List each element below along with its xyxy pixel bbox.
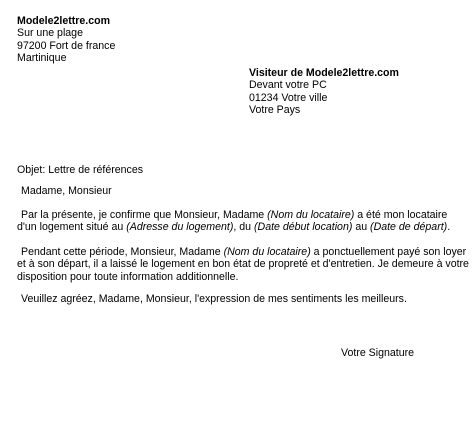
- recipient-name: Visiteur de Modele2lettre.com: [249, 67, 399, 79]
- subject-line: Objet: Lettre de références: [17, 164, 144, 176]
- closing-text: Veuillez agréez, Madame, Monsieur, l'expression de mes sentiments les meilleurs.: [21, 293, 407, 305]
- recipient-line3: Votre Pays: [249, 103, 301, 116]
- recipient-line1: Devant votre PC: [249, 79, 327, 92]
- paragraph1-text5: .: [447, 221, 451, 234]
- sender-street: Sur une plage: [17, 27, 83, 40]
- recipient-address: [249, 67, 399, 116]
- signature: Votre Signature: [341, 347, 415, 359]
- paragraph-confirmation: [17, 209, 469, 234]
- start-date-placeholder: (Date début location): [254, 221, 353, 234]
- salutation: Madame, Monsieur: [21, 185, 112, 197]
- paragraph2-text1: Pendant cette période, Monsieur, Madame: [21, 246, 224, 258]
- tenant-name-placeholder-2: (Nom du locataire): [223, 246, 311, 258]
- paragraph1-text4: au: [352, 221, 371, 234]
- sender-name: Modele2lettre.com: [17, 15, 111, 27]
- paragraph-closing: [17, 293, 469, 305]
- address-placeholder: (Adresse du logement): [126, 221, 234, 234]
- sender-city: 97200 Fort de france: [17, 39, 116, 52]
- paragraph1-text2: a été mon locataire d'un logement situé au: [17, 209, 448, 234]
- paragraph1-text1: Par la présente, je confirme que Monsieur, Madame: [21, 209, 268, 221]
- end-date-placeholder: (Date de départ): [370, 221, 448, 234]
- paragraph2-text2: a ponctuellement payé son loyer et à son départ, il a laissé le logement en bon état de propreté et d'entretien. Je demeure à votre disposition pour toute information additionnelle.: [17, 246, 469, 283]
- tenant-name-placeholder: (Nom du locataire): [267, 209, 355, 221]
- recipient-line2: 01234 Votre ville: [249, 91, 328, 104]
- sender-region: Martinique: [17, 51, 67, 64]
- paragraph1-text3: , du: [233, 221, 255, 234]
- paragraph-payment: [17, 246, 469, 283]
- sender-address: [17, 15, 115, 64]
